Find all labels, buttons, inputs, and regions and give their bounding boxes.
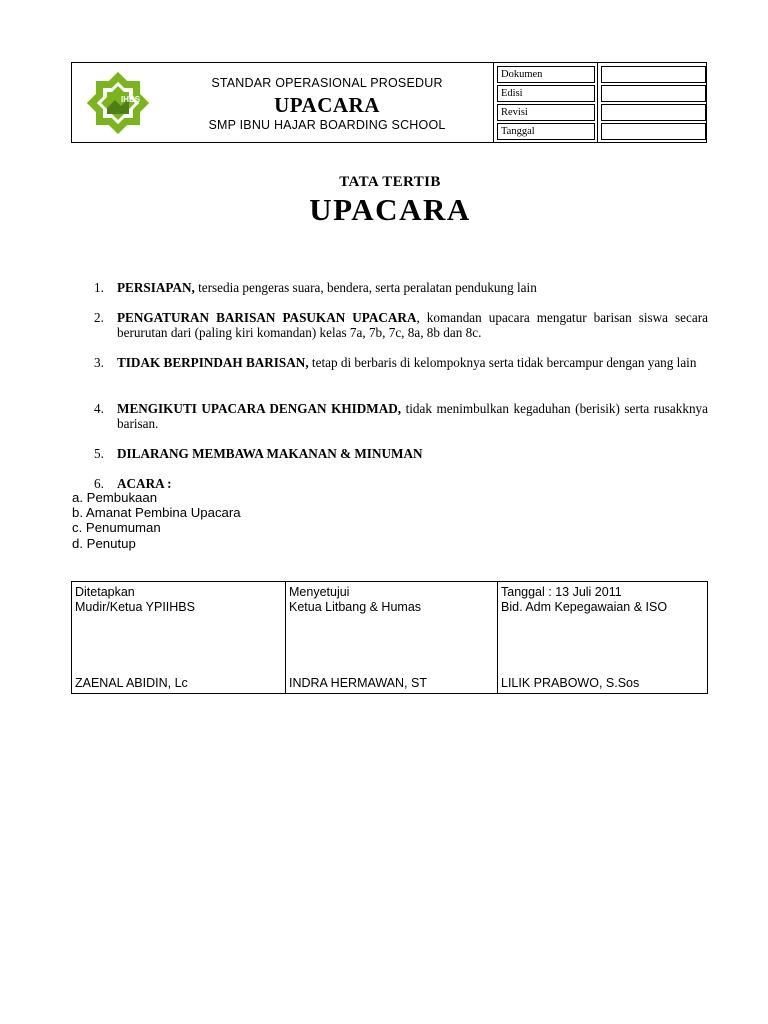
rule-item (94, 280, 708, 295)
meta-labels (497, 66, 595, 142)
rule-heading: TIDAK BERPINDAH BARISAN, (117, 355, 309, 370)
meta-value-box (601, 85, 706, 102)
signature-role: Ketua Litbang & Humas (289, 600, 422, 614)
signature-role: Mudir/Ketua YPIIHBS (75, 600, 195, 614)
rule-item (94, 401, 708, 431)
signature-name: LILIK PRABOWO, S.Sos (501, 676, 640, 690)
signature-role: Bid. Adm Kepegawaian & ISO (501, 600, 668, 614)
signature-column (285, 582, 497, 693)
meta-value-box (601, 104, 706, 121)
main-title: UPACARA (309, 192, 471, 227)
rule-number: 3. (94, 355, 104, 370)
acara-item: c. Penumuman (72, 520, 161, 536)
rule-heading: PERSIAPAN, (117, 280, 195, 295)
acara-list (72, 490, 241, 551)
rule-number: 5. (94, 446, 104, 461)
rule-heading: PENGATURAN BARISAN PASUKAN UPACARA (117, 310, 417, 325)
header-divider (493, 63, 494, 142)
rule-number: 4. (94, 401, 104, 416)
header-title: UPACARA (274, 93, 380, 117)
signature-name: ZAENAL ABIDIN, Lc (75, 676, 188, 690)
sop-label: STANDAR OPERASIONAL PROSEDUR (211, 76, 443, 90)
header-center (162, 63, 492, 142)
signature-column (497, 582, 707, 693)
signature-label: Menyetujui (289, 585, 350, 599)
rule-number: 2. (94, 310, 104, 325)
meta-dokumen: Dokumen (497, 66, 595, 83)
signature-table (71, 581, 708, 694)
rule-text: tidak menimbulkan kegaduhan (berisik) serta rusakknya barisan. (117, 401, 709, 431)
meta-tanggal: Tanggal (497, 123, 595, 140)
meta-edisi: Edisi (497, 85, 595, 102)
meta-values (601, 66, 706, 142)
rule-heading: MENGIKUTI UPACARA DENGAN KHIDMAD, (117, 401, 402, 416)
school-logo (76, 69, 160, 137)
logo-text: IHBS (121, 95, 141, 104)
signature-column (72, 582, 285, 693)
signature-label: Tanggal : 13 Juli 2011 (501, 585, 622, 599)
meta-value-box (601, 123, 706, 140)
signature-label: Ditetapkan (75, 585, 135, 599)
document-header (71, 62, 707, 143)
rule-heading: DILARANG MEMBAWA MAKANAN & MINUMAN (117, 446, 423, 461)
rule-number: 1. (94, 280, 104, 295)
rule-item (94, 310, 708, 340)
acara-item: a. Pembukaan (72, 490, 158, 505)
rule-text: , komandan upacara mengatur barisan siswa secara berurutan dari (paling kiri komandan) kelas 7a, 7b, 7c, 8a, 8b dan 8c. (117, 310, 708, 340)
acara-item: d. Penutup (72, 535, 136, 551)
acara-item: b. Amanat Pembina Upacara (72, 505, 241, 521)
rule-item (94, 355, 708, 370)
meta-revisi: Revisi (497, 104, 595, 121)
header-divider (597, 63, 598, 142)
meta-value-box (601, 66, 706, 83)
rule-text: tersedia pengeras suara, bendera, serta peralatan pendukung lain (194, 280, 537, 295)
rule-number: 6. (94, 476, 104, 491)
acara-title: ACARA : (117, 476, 172, 491)
rule-text: tetap di berbaris di kelompoknya serta tidak bercampur dengan yang lain (308, 355, 697, 370)
subtitle: TATA TERTIB (339, 174, 441, 190)
signature-name: INDRA HERMAWAN, ST (289, 676, 427, 690)
rule-item (94, 446, 708, 461)
school-name: SMP IBNU HAJAR BOARDING SCHOOL (208, 118, 446, 132)
